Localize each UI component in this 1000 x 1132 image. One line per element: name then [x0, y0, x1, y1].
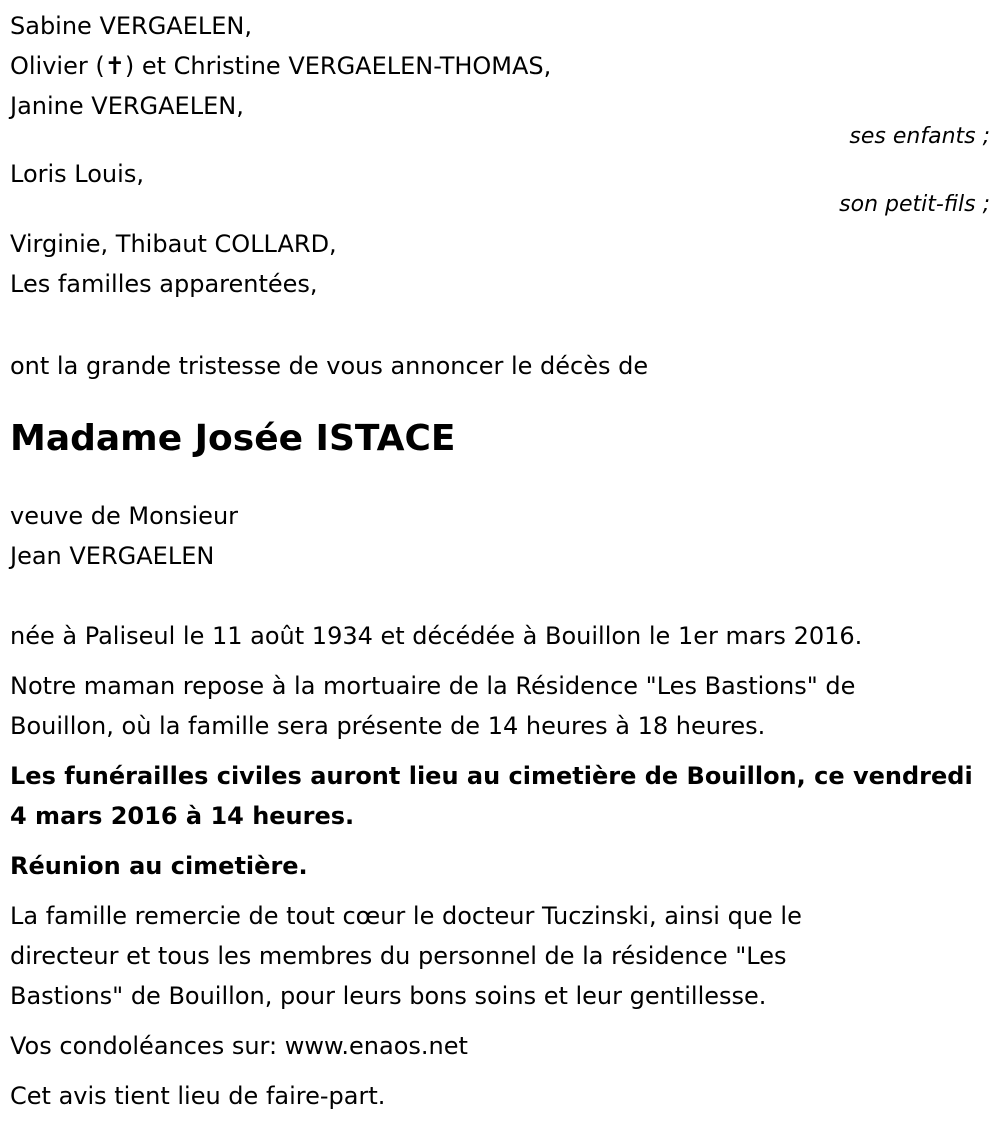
family-child-2: Olivier (✝) et Christine VERGAELEN-THOMAS,: [10, 52, 552, 80]
repose-line-1: Notre maman repose à la mortuaire de la Résidence "Les Bastions" de: [10, 672, 856, 700]
family-child-1: Sabine VERGAELEN,: [10, 12, 253, 40]
family-others: Virginie, Thibaut COLLARD,: [10, 230, 337, 258]
thanks-line-1: La famille remercie de tout cœur le docteur Tuczinski, ainsi que le: [10, 902, 802, 930]
deceased-name: Madame Josée ISTACE: [10, 418, 456, 459]
funeral-line-1: Les funérailles civiles auront lieu au cimetière de Bouillon, ce vendredi: [10, 762, 973, 790]
birth-death-text: née à Paliseul le 11 août 1934 et décédée à Bouillon le 1er mars 2016.: [10, 622, 863, 650]
widow-line-2: Jean VERGAELEN: [10, 542, 215, 570]
notice-text: Cet avis tient lieu de faire-part.: [10, 1082, 386, 1110]
family-child-3: Janine VERGAELEN,: [10, 92, 244, 120]
widow-line-1: veuve de Monsieur: [10, 502, 239, 530]
obituary-notice: [10, 0, 990, 1116]
family-grandson: Loris Louis,: [10, 160, 144, 188]
meeting-text: Réunion au cimetière.: [10, 852, 308, 880]
announcement-text: ont la grande tristesse de vous annoncer le décès de: [10, 352, 649, 380]
role-children: ses enfants ;: [849, 124, 990, 149]
role-grandson: son petit-fils ;: [839, 192, 990, 217]
thanks-line-2: directeur et tous les membres du personnel de la résidence "Les: [10, 942, 787, 970]
thanks-line-3: Bastions" de Bouillon, pour leurs bons soins et leur gentillesse.: [10, 982, 767, 1010]
repose-line-2: Bouillon, où la famille sera présente de 14 heures à 18 heures.: [10, 712, 766, 740]
funeral-line-2: 4 mars 2016 à 14 heures.: [10, 802, 355, 830]
family-relatives: Les familles apparentées,: [10, 270, 318, 298]
condolences-text: Vos condoléances sur: www.enaos.net: [10, 1032, 468, 1060]
